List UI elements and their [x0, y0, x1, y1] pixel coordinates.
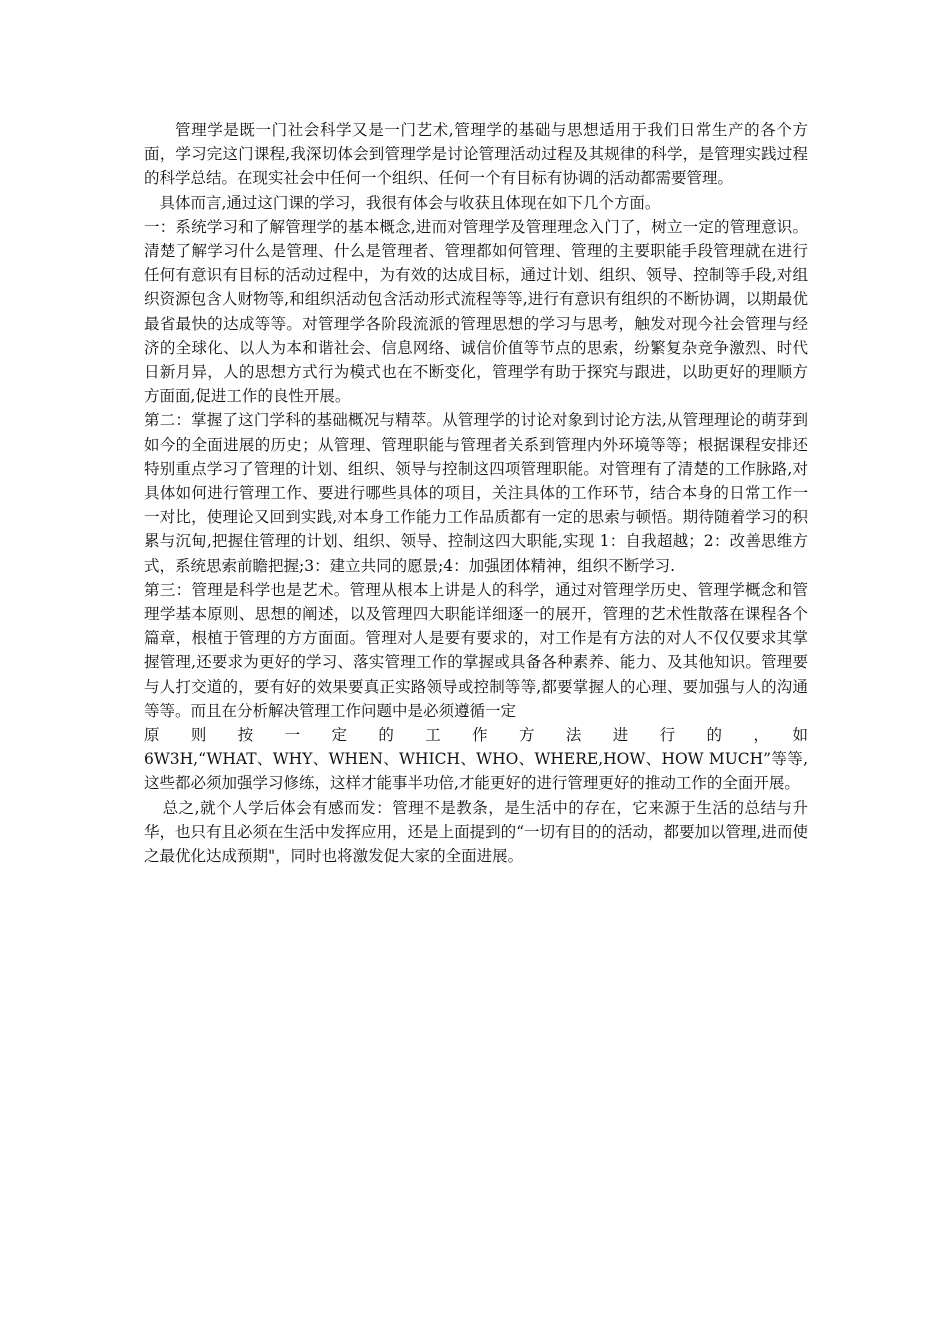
- overview-paragraph: 具体而言,通过这门课的学习，我很有体会与收获且体现在如下几个方面。: [159, 193, 661, 212]
- intro-paragraph: 管理学是既一门社会科学又是一门艺术,管理学的基础与思想适用于我们日常生产的各个方面，学习完这门课程,我深切体会到管理学是讨论管理活动过程及其规律的科学，是管理实践过程的科学总结。在现实社会中任何一个组织、任何一个有目标有协调的活动都需要管理。: [144, 121, 808, 188]
- point-two-paragraph: 第二：掌握了这门学科的基础概况与精萃。从管理学的讨论对象到讨论方法,从管理理论的萌芽到如今的全面进展的历史；从管理、管理职能与管理者关系到管理内外环境等等；根据课程安排还特别重点学习了管理的计划、组织、领导与控制这四项管理职能。对管理有了清楚的工作脉路,对具体如何进行管理工作、要进行哪些具体的项目，关注具体的工作环节，结合本身的日常工作一一对比，使理论又回到实践,对本身工作能力工作品质都有一定的思索与顿悟。期待随着学习的积累与沉甸,把握住管理的计划、组织、领导、控制这四大职能,实现 1：自我超越；2：改善思维方式，系统思索前瞻把握;3：建立共同的愿景;4：加强团体精神，组织不断学习.: [144, 411, 808, 575]
- point-three-spread-line: 原 则 按 一 定 的 工 作 方 法 进 行 的 ， 如: [144, 726, 808, 745]
- conclusion-paragraph: 总之,就个人学后体会有感而发：管理不是教条，是生活中的存在，它来源于生活的总结与升华，也只有且必须在生活中发挥应用，还是上面提到的“一切有目的的活动，都要加以管理,进而使之最优化达成预期"，同时也将激发促大家的全面进展。: [144, 798, 808, 866]
- point-three-tail: 6W3H,“WHAT、WHY、WHEN、WHICH、WHO、WHERE,HOW、HOW MUCH”等等,这些都必须加强学习修练，这样才能事半功倍,才能更好的进行管理更好的推动工作的全面开展。: [144, 750, 808, 793]
- document-body: [144, 118, 808, 868]
- point-one-paragraph: 一：系统学习和了解管理学的基本概念,进而对管理学及管理理念入门了，树立一定的管理意识。清楚了解学习什么是管理、什么是管理者、管理都如何管理、管理的主要职能手段管理就在进行任何有意识有目标的活动过程中，为有效的达成目标，通过计划、组织、领导、控制等手段,对组织资源包含人财物等,和组织活动包含活动形式流程等等,进行有意识有组织的不断协调，以期最优最省最快的达成等等。对管理学各阶段流派的管理思想的学习与思考，触发对现今社会管理与经济的全球化、以人为本和谐社会、信息网络、诚信价值等节点的思索，纷繁复杂竞争激烈、时代日新月异，人的思想方式行为模式也在不断变化，管理学有助于探究与跟进，以助更好的理顺方方面面,促进工作的良性开展。: [144, 217, 808, 406]
- point-three-head: 第三：管理是科学也是艺术。管理从根本上讲是人的科学，通过对管理学历史、管理学概念和管理学基本原则、思想的阐述，以及管理四大职能详细逐一的展开，管理的艺术性散落在课程各个篇章，根植于管理的方方面面。管理对人是要有要求的，对工作是有方法的对人不仅仅要求其掌握管理,还要求为更好的学习、落实管理工作的掌握或具备各种素养、能力、及其他知识。管理要与人打交道的，要有好的效果要真正实路领导或控制等等,都要掌握人的心理、要加强与人的沟通等等。而且在分析解决管理工作问题中是必须遵循一定: [144, 580, 808, 720]
- point-three-paragraph: [144, 578, 808, 796]
